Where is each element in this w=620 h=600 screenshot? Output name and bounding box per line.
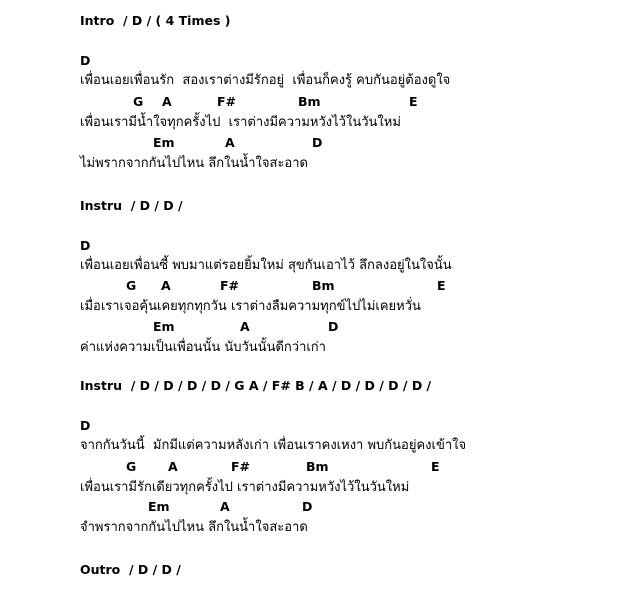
- chord: E: [409, 94, 418, 109]
- chord: Em: [148, 499, 170, 514]
- chord: A: [220, 499, 230, 514]
- lyric-line: ไม่พรากจากกันไปไหน ลึกในน้ำใจสะอาด: [80, 156, 308, 171]
- chord: E: [431, 459, 440, 474]
- lyric-line: เพื่อนเอยเพื่อนซี้ พบมาแต่รอยยิ้มใหม่ สุขกันเอาไว้ ลึกลงอยู่ในใจนั้น: [80, 258, 452, 273]
- chord: E: [437, 278, 446, 293]
- chord: D: [302, 499, 313, 514]
- chord-line: D: [80, 238, 91, 253]
- chord: D: [328, 319, 339, 334]
- chord: A: [161, 278, 171, 293]
- chord-line: D: [80, 418, 91, 433]
- chord: A: [162, 94, 172, 109]
- chord: Bm: [312, 278, 335, 293]
- chord: D: [312, 135, 323, 150]
- lyric-line: จำพรากจากกันไปไหน ลึกในน้ำใจสะอาด: [80, 520, 308, 535]
- instru-line: Instru / D / D /: [80, 198, 183, 213]
- lyric-line: เพื่อนเรามีน้ำใจทุกครั้งไป เราต่างมีความหวังไว้ในวันใหม่: [80, 115, 401, 130]
- chord: Em: [153, 135, 175, 150]
- chord: G: [133, 94, 144, 109]
- lyric-line: ค่าแห่งความเป็นเพื่อนนั้น นับวันนั้นดีกว่าเก่า: [80, 340, 326, 355]
- chord: F#: [220, 278, 240, 293]
- intro-line: Intro / D / ( 4 Times ): [80, 13, 231, 28]
- lyric-line: จากกันวันนี้ มักมีแต่ความหลังเก่า เพื่อนเราคงเหงา พบกันอยู่คงเข้าใจ: [80, 438, 467, 453]
- chord: Em: [153, 319, 175, 334]
- chord: F#: [231, 459, 251, 474]
- lyric-line: เพื่อนเอยเพื่อนรัก สองเราต่างมีรักอยู่ เพื่อนก็คงรู้ คบกันอยู่ต้องดูใจ: [80, 73, 451, 88]
- chord: A: [168, 459, 178, 474]
- lyric-line: เมื่อเราเจอคุ้นเคยทุกทุกวัน เราต่างลืมความทุกข์ไปไม่เคยหวั่น: [80, 299, 421, 314]
- chord: A: [225, 135, 235, 150]
- chord-line: D: [80, 53, 91, 68]
- instru-line: Instru / D / D / D / D / G A / F# B / A / D / D / D / D /: [80, 378, 432, 393]
- chord: Bm: [298, 94, 321, 109]
- chord: Bm: [306, 459, 329, 474]
- chord: F#: [217, 94, 237, 109]
- chord: G: [126, 459, 137, 474]
- lyric-line: เพื่อนเรามีรักเดียวทุกครั้งไป เราต่างมีความหวังไว้ในวันใหม่: [80, 480, 410, 495]
- chord: G: [126, 278, 137, 293]
- chord: A: [240, 319, 250, 334]
- outro-line: Outro / D / D /: [80, 562, 181, 577]
